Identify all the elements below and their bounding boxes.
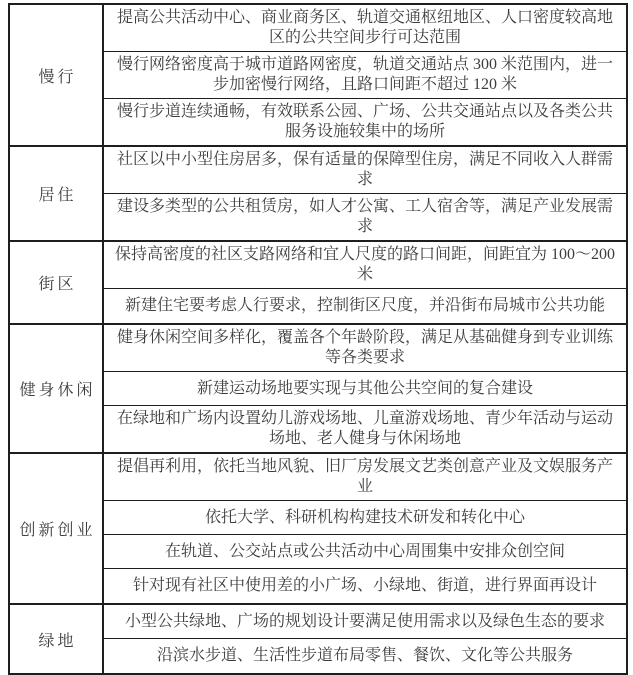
requirement-cell: 依托大学、科研机构构建技术研发和转化中心 [104,501,626,535]
requirement-cell: 健身休闲空间多样化，覆盖各个年龄阶段，满足从基础健身到专业训练等各类要求 [104,325,626,372]
requirement-cell: 保持高密度的社区支路网络和宜人尺度的路口间距，间距宜为 100～200 米 [104,242,626,289]
items-column [104,5,626,145]
table-section [10,454,626,605]
requirement-cell: 建设多类型的公共租赁房，如人才公寓、工人宿舍等，满足产业发展需求 [116,198,613,235]
requirement-cell: 提高公共活动中心、商业商务区、轨道交通枢纽地区、人口密度较高地区的公共空间步行可达范围 [104,5,626,52]
requirement-cell: 慢行步道连续通畅，有效联系公园、广场、公共交通站点以及各类公共服务设施较集中的场所 [116,103,613,140]
requirement-cell: 小型公共绿地、广场的规划设计要满足使用需求以及绿色生态的要求 [104,605,626,639]
table-section [10,147,626,242]
category-cell: 居住 [10,147,104,240]
table-section [10,242,626,325]
category-cell: 健身休闲 [10,325,104,452]
requirement-cell: 针对现有社区中使用差的小广场、小绿地、街道，进行界面再设计 [132,577,597,594]
requirement-cell: 慢行网络密度高于城市道路网密度，轨道交通站点 300 米范围内，进一步加密慢行网络，且路口间距不超过 120 米 [104,52,626,99]
items-column [104,454,626,603]
table-section [10,605,626,673]
category-cell: 慢行 [10,5,104,145]
items-column [104,325,626,452]
category-cell: 创新创业 [10,454,104,603]
requirement-cell: 提倡再利用，依托当地风貌、旧厂房发展文艺类创意产业及文娱服务产业 [104,454,626,501]
requirement-cell: 社区以中小型住房居多，保有适量的保障型住房，满足不同收入人群需求 [104,147,626,194]
category-cell: 绿地 [10,605,104,673]
items-column [104,147,626,240]
category-cell: 街区 [10,242,104,323]
requirement-cell: 在轨道、公交站点或公共活动中心周围集中安排众创空间 [104,535,626,569]
requirement-cell: 新建住宅要考虑人行要求，控制街区尺度，并沿街布局城市公共功能 [124,297,605,314]
items-column [104,242,626,323]
items-column [104,605,626,673]
planning-requirements-table [8,3,628,675]
requirement-cell: 在绿地和广场内设置幼儿游戏场地、儿童游戏场地、青少年活动与运动场地、老人健身与休闲场地 [116,410,613,447]
table-section [10,5,626,147]
table-section [10,325,626,454]
requirement-cell: 新建运动场地要实现与其他公共空间的复合建设 [104,372,626,406]
requirement-cell: 沿滨水步道、生活性步道布局零售、餐饮、文化等公共服务 [156,647,573,664]
